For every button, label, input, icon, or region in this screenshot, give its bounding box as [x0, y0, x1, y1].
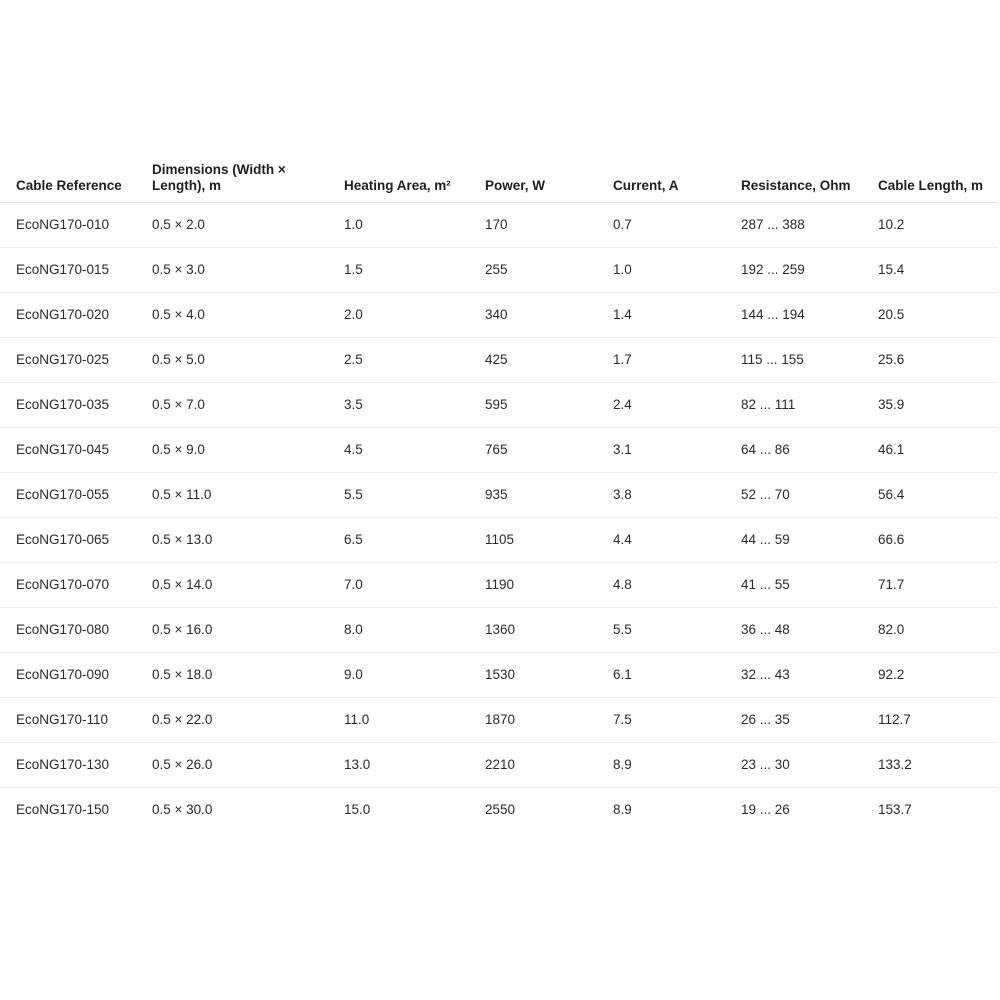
cell-cable-length: 10.2 — [878, 202, 998, 247]
cell-power: 1530 — [485, 652, 613, 697]
cell-cable-length: 71.7 — [878, 562, 998, 607]
header-dimensions: Dimensions (Width × Length), m — [152, 160, 344, 202]
cell-current: 7.5 — [613, 697, 741, 742]
table-row — [0, 337, 998, 382]
cell-resistance: 41 ... 55 — [741, 562, 878, 607]
header-cable-length: Cable Length, m — [878, 160, 998, 202]
table-row — [0, 202, 998, 247]
table-row — [0, 562, 998, 607]
table-row — [0, 607, 998, 652]
cell-heating-area: 2.5 — [344, 337, 485, 382]
cell-cable-length: 56.4 — [878, 472, 998, 517]
cell-current: 6.1 — [613, 652, 741, 697]
cell-power: 2550 — [485, 802, 516, 818]
header-current: Current, A — [613, 160, 741, 202]
cell-current: 8.9 — [613, 742, 741, 787]
cell-dimensions: 0.5 × 3.0 — [152, 247, 344, 292]
cell-heating-area: 11.0 — [344, 697, 485, 742]
table-row — [0, 427, 998, 472]
cell-dimensions: 0.5 × 14.0 — [152, 562, 344, 607]
cell-dimensions: 0.5 × 7.0 — [152, 382, 344, 427]
table-row — [0, 697, 998, 742]
cell-power: 765 — [485, 427, 613, 472]
cell-cable-length: 15.4 — [878, 247, 998, 292]
cell-heating-area: 15.0 — [344, 802, 371, 818]
table-row — [0, 517, 998, 562]
cell-power: 255 — [485, 247, 613, 292]
cell-heating-area: 1.5 — [344, 247, 485, 292]
cable-spec-table — [0, 160, 998, 832]
cell-heating-area: 13.0 — [344, 742, 485, 787]
cell-cable-reference: EcoNG170-020 — [0, 292, 152, 337]
cell-heating-area: 2.0 — [344, 292, 485, 337]
cell-current: 8.9 — [613, 802, 632, 818]
table-row — [0, 247, 998, 292]
cell-dimensions: 0.5 × 2.0 — [152, 202, 344, 247]
cell-resistance: 144 ... 194 — [741, 292, 878, 337]
cell-cable-length: 112.7 — [878, 697, 998, 742]
cell-resistance: 115 ... 155 — [741, 337, 878, 382]
cell-cable-reference: EcoNG170-090 — [0, 652, 152, 697]
cell-cable-reference: EcoNG170-045 — [0, 427, 152, 472]
table-header-row — [0, 160, 998, 202]
cell-current: 2.4 — [613, 382, 741, 427]
cell-power: 1870 — [485, 697, 613, 742]
cell-cable-length: 92.2 — [878, 652, 998, 697]
cell-resistance: 23 ... 30 — [741, 742, 878, 787]
cell-dimensions: 0.5 × 11.0 — [152, 472, 344, 517]
cell-current: 1.4 — [613, 292, 741, 337]
table-row — [0, 787, 998, 832]
cell-heating-area: 4.5 — [344, 427, 485, 472]
cell-heating-area: 9.0 — [344, 652, 485, 697]
cell-heating-area: 6.5 — [344, 517, 485, 562]
cell-resistance: 82 ... 111 — [741, 382, 878, 427]
cell-heating-area: 1.0 — [344, 202, 485, 247]
cell-dimensions: 0.5 × 4.0 — [152, 292, 344, 337]
cell-resistance: 26 ... 35 — [741, 697, 878, 742]
cell-current: 4.8 — [613, 562, 741, 607]
cell-cable-reference: EcoNG170-110 — [0, 697, 152, 742]
cell-dimensions: 0.5 × 9.0 — [152, 427, 344, 472]
cell-cable-reference: EcoNG170-070 — [0, 562, 152, 607]
cell-resistance: 36 ... 48 — [741, 607, 878, 652]
cell-current: 3.8 — [613, 472, 741, 517]
table-body — [0, 202, 998, 832]
cell-cable-length: 153.7 — [878, 802, 912, 818]
cell-current: 0.7 — [613, 202, 741, 247]
header-cable-reference: Cable Reference — [0, 160, 152, 202]
cell-resistance: 32 ... 43 — [741, 652, 878, 697]
table-row — [0, 742, 998, 787]
table-row — [0, 382, 998, 427]
cell-power: 340 — [485, 292, 613, 337]
cell-power: 2210 — [485, 742, 613, 787]
cell-cable-length: 82.0 — [878, 607, 998, 652]
cell-cable-length: 66.6 — [878, 517, 998, 562]
cell-dimensions: 0.5 × 18.0 — [152, 652, 344, 697]
cell-cable-reference: EcoNG170-150 — [16, 802, 110, 818]
cell-dimensions: 0.5 × 30.0 — [152, 802, 213, 818]
table-row — [0, 472, 998, 517]
table-row — [0, 652, 998, 697]
cell-current: 4.4 — [613, 517, 741, 562]
cell-heating-area: 5.5 — [344, 472, 485, 517]
cell-resistance: 44 ... 59 — [741, 517, 878, 562]
cell-resistance: 19 ... 26 — [741, 802, 790, 818]
cell-power: 595 — [485, 382, 613, 427]
cell-current: 5.5 — [613, 607, 741, 652]
cell-heating-area: 7.0 — [344, 562, 485, 607]
cell-resistance: 287 ... 388 — [741, 202, 878, 247]
cell-cable-reference: EcoNG170-025 — [0, 337, 152, 382]
spec-table-container — [0, 160, 998, 832]
cell-resistance: 64 ... 86 — [741, 427, 878, 472]
cell-dimensions: 0.5 × 13.0 — [152, 517, 344, 562]
cell-dimensions: 0.5 × 16.0 — [152, 607, 344, 652]
cell-heating-area: 8.0 — [344, 607, 485, 652]
cell-heating-area: 3.5 — [344, 382, 485, 427]
cell-power: 1360 — [485, 607, 613, 652]
cell-current: 3.1 — [613, 427, 741, 472]
header-power: Power, W — [485, 160, 613, 202]
cell-current: 1.0 — [613, 247, 741, 292]
cell-cable-reference: EcoNG170-080 — [0, 607, 152, 652]
cell-power: 170 — [485, 202, 613, 247]
cell-cable-reference: EcoNG170-015 — [0, 247, 152, 292]
cell-power: 1105 — [485, 517, 613, 562]
table-row — [0, 292, 998, 337]
cell-cable-length: 46.1 — [878, 427, 998, 472]
cell-cable-reference: EcoNG170-065 — [0, 517, 152, 562]
cell-cable-length: 25.6 — [878, 337, 998, 382]
cell-dimensions: 0.5 × 5.0 — [152, 337, 344, 382]
header-resistance: Resistance, Ohm — [741, 160, 878, 202]
cell-power: 425 — [485, 337, 613, 382]
cell-cable-reference: EcoNG170-010 — [0, 202, 152, 247]
cell-cable-reference: EcoNG170-130 — [0, 742, 152, 787]
cell-resistance: 52 ... 70 — [741, 472, 878, 517]
cell-cable-length: 20.5 — [878, 292, 998, 337]
cell-cable-length: 133.2 — [878, 742, 998, 787]
cell-dimensions: 0.5 × 22.0 — [152, 697, 344, 742]
header-heating-area: Heating Area, m² — [344, 160, 485, 202]
cell-current: 1.7 — [613, 337, 741, 382]
cell-cable-reference: EcoNG170-055 — [0, 472, 152, 517]
cell-cable-reference: EcoNG170-035 — [0, 382, 152, 427]
cell-power: 935 — [485, 472, 613, 517]
cell-dimensions: 0.5 × 26.0 — [152, 742, 344, 787]
cell-power: 1190 — [485, 562, 613, 607]
cell-resistance: 192 ... 259 — [741, 247, 878, 292]
cell-cable-length: 35.9 — [878, 382, 998, 427]
